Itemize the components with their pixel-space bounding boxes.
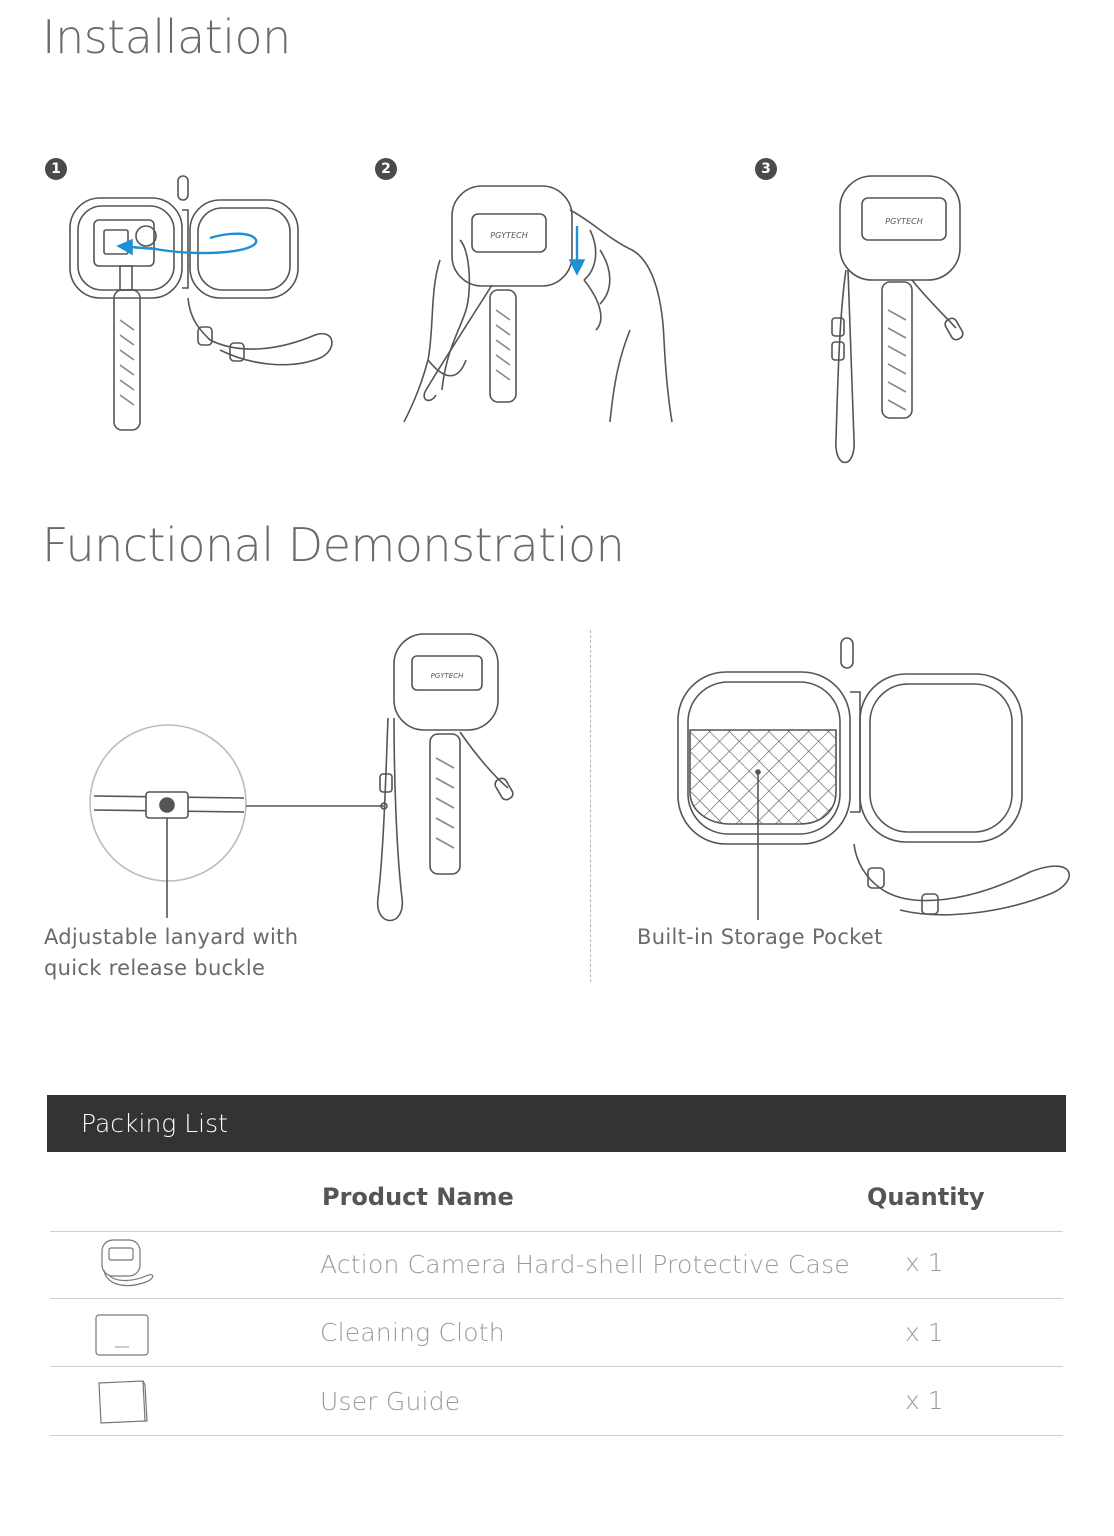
camera-mount <box>120 266 132 290</box>
step-1-badge: 1 <box>45 158 67 180</box>
lanyard-strap <box>836 270 854 463</box>
cloth-thumbnail-icon <box>95 1314 149 1356</box>
case-hinge <box>182 210 188 288</box>
table-divider <box>50 1435 1063 1436</box>
camera-lens <box>136 226 156 246</box>
lanyard-buckle-illustration <box>88 628 528 928</box>
zip-arrow-head <box>570 260 584 274</box>
packing-list-header: Packing List <box>47 1095 1066 1152</box>
storage-pocket-illustration <box>670 632 1090 932</box>
zipper-pull <box>841 638 853 668</box>
case-shell <box>840 176 960 280</box>
case-right-inner <box>870 684 1012 832</box>
table-divider <box>50 1231 1063 1232</box>
installation-title: Installation <box>42 10 291 64</box>
product-name: Cleaning Cloth <box>320 1318 505 1347</box>
zipper-pull <box>178 176 188 200</box>
brand-mark: PGYTECH <box>430 672 464 680</box>
brand-mark: PGYTECH <box>490 231 528 240</box>
insert-arrow-head <box>118 240 132 254</box>
mesh-pocket <box>690 730 836 824</box>
grip-handle <box>430 734 460 874</box>
lanyard-buckle <box>832 318 844 336</box>
closed-case-with-lanyard-illustration <box>810 170 980 470</box>
case-thumbnail-icon <box>98 1238 156 1294</box>
table-divider <box>50 1366 1063 1367</box>
zipper-cord <box>460 732 508 788</box>
lanyard-strap <box>378 718 403 921</box>
case-hinge <box>850 692 860 812</box>
lanyard-buckle-2 <box>832 342 844 360</box>
zipper-cord <box>912 280 956 328</box>
column-product-name: Product Name <box>322 1183 514 1211</box>
left-hand <box>404 240 469 422</box>
product-name: Action Camera Hard-shell Protective Case <box>320 1250 850 1279</box>
brand-mark: PGYTECH <box>885 217 923 226</box>
lanyard-callout <box>44 922 298 984</box>
open-case-insert-camera-illustration <box>60 170 350 440</box>
lanyard-callout-line2: quick release buckle <box>44 956 266 980</box>
step-3-badge: 3 <box>755 158 777 180</box>
product-quantity: x 1 <box>905 1318 944 1347</box>
close-case-zip-illustration <box>400 180 680 445</box>
product-name: User Guide <box>320 1387 461 1416</box>
lanyard-strap <box>424 285 492 400</box>
pocket-callout: Built-in Storage Pocket <box>637 925 883 949</box>
step-2-badge: 2 <box>375 158 397 180</box>
grip-handle <box>114 290 140 430</box>
lanyard-strap <box>188 298 332 365</box>
right-hand <box>570 210 672 422</box>
grip-handle <box>882 282 912 418</box>
functional-title: Functional Demonstration <box>42 518 625 572</box>
section-divider <box>590 630 591 982</box>
guide-thumbnail-icon <box>97 1379 149 1425</box>
lanyard-strap <box>854 844 1069 915</box>
product-quantity: x 1 <box>905 1248 944 1277</box>
zipper-pull <box>943 316 964 341</box>
lanyard-callout-line1: Adjustable lanyard with <box>44 925 299 949</box>
grip-handle <box>490 290 516 402</box>
case-right-shell <box>860 674 1022 842</box>
zipper-pull <box>493 776 514 801</box>
table-divider <box>50 1298 1063 1299</box>
insert-arrow <box>150 234 256 253</box>
product-quantity: x 1 <box>905 1386 944 1415</box>
lanyard-buckle-2 <box>922 894 938 914</box>
grip-texture <box>120 320 134 405</box>
buckle-button <box>160 798 174 812</box>
column-quantity: Quantity <box>867 1183 985 1211</box>
